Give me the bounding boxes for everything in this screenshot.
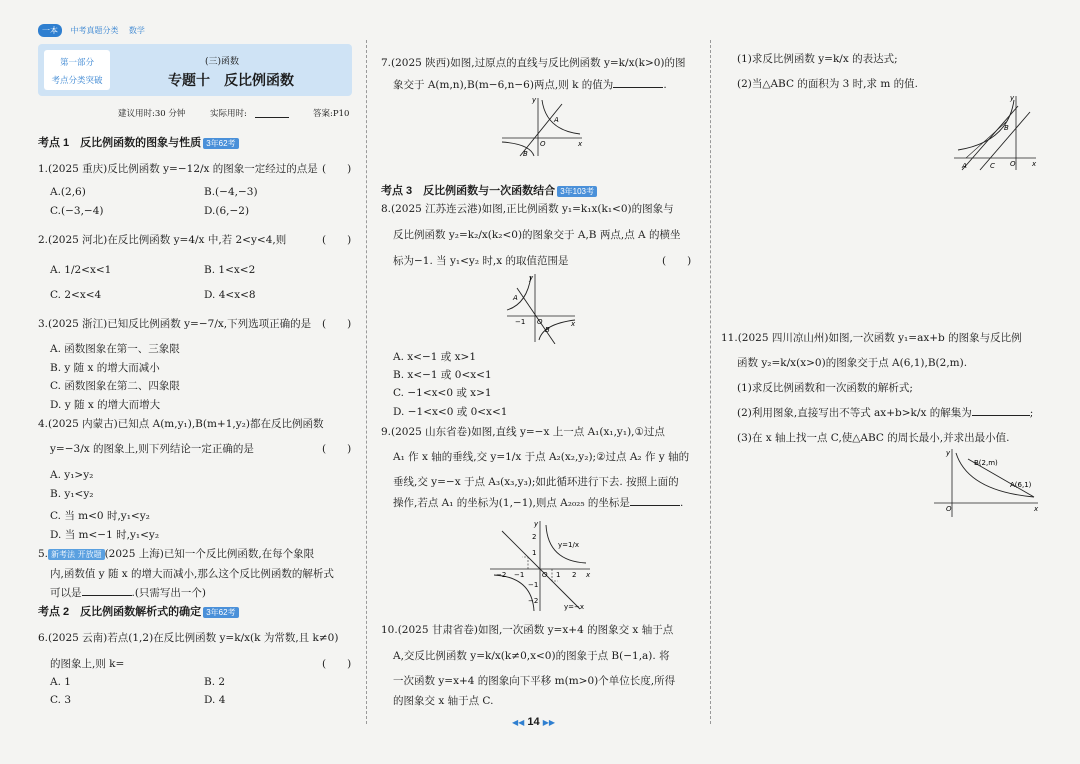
q10-label-y: y bbox=[1010, 94, 1015, 102]
chapter-label: (三)函数 bbox=[205, 57, 240, 67]
q3-stem: 3.(2025 浙江)已知反比例函数 y=−7/x,下列选项正确的是 bbox=[38, 318, 312, 330]
q9-figure bbox=[486, 517, 598, 613]
actual-time-blank[interactable] bbox=[255, 107, 289, 118]
next-arrow-icon: ▶▶ bbox=[542, 718, 555, 727]
q1-stem: 1.(2025 重庆)反比例函数 y=−12/x 的图象一定经过的点是 bbox=[38, 163, 318, 175]
q4-stem-line1: 4.(2025 内蒙古)已知点 A(m,y₁),B(m+1,y₂)都在反比例函数 bbox=[38, 418, 324, 430]
column-divider-2 bbox=[710, 40, 711, 724]
q5-number: 5. bbox=[38, 548, 49, 560]
q8-label-a: A bbox=[513, 294, 518, 302]
column-divider-1 bbox=[366, 40, 367, 724]
q8-option-d[interactable]: D. −1<x<0 或 0<x<1 bbox=[393, 406, 508, 418]
subject-name: 数学 bbox=[128, 26, 145, 35]
q3-option-a[interactable]: A. 函数图象在第一、三象限 bbox=[50, 343, 180, 355]
q8-stem-line3: 标为−1. 当 y₁<y₂ 时,x 的取值范围是 bbox=[393, 255, 569, 267]
q11-label-x: x bbox=[1034, 505, 1039, 513]
q1-answer-paren[interactable]: ( ) bbox=[322, 163, 352, 175]
page-number-value: 14 bbox=[527, 716, 540, 728]
q5-stem-line3 bbox=[50, 585, 206, 600]
q2-option-b[interactable]: B. 1<x<2 bbox=[204, 264, 256, 276]
q7-text2a: 象交于 A(m,n),B(m−6,n−6)两点,则 k 的值为 bbox=[393, 79, 614, 91]
q7-line bbox=[520, 104, 562, 156]
q3-option-c[interactable]: C. 函数图象在第二、四象限 bbox=[50, 380, 180, 392]
q1-option-b[interactable]: B.(−4,−3) bbox=[204, 186, 258, 198]
prev-arrow-icon: ◀◀ bbox=[512, 718, 525, 727]
q8-option-c[interactable]: C. −1<x<0 或 x>1 bbox=[393, 387, 492, 399]
q7-text2b: . bbox=[663, 79, 667, 91]
q10-label-c: C bbox=[990, 162, 995, 170]
q11-answer-blank[interactable] bbox=[972, 405, 1030, 416]
q9-stem-line3: 垂线,交 y=−x 于点 A₃(x₃,y₃);如此循环进行下去. 按照上面的 bbox=[393, 476, 679, 488]
q6-stem-line1: 6.(2025 云南)若点(1,2)在反比例函数 y=k/x(k 为常数,且 k≠0) bbox=[38, 632, 339, 644]
q7-stem-line1: 7.(2025 陕西)如图,过原点的直线与反比例函数 y=k/x(k>0)的图 bbox=[381, 57, 686, 69]
q11-label-y: y bbox=[946, 449, 951, 457]
q5-text3a: 可以是 bbox=[50, 587, 82, 599]
q8-stem-line1: 8.(2025 江苏连云港)如图,正比例函数 y₁=k₁x(k₁<0)的图象与 bbox=[381, 203, 674, 215]
q2-option-d[interactable]: D. 4<x<8 bbox=[204, 289, 256, 301]
q9-tick-x2: −1 bbox=[514, 571, 525, 579]
q5-answer-blank[interactable] bbox=[82, 585, 132, 596]
q2-option-c[interactable]: C. 2<x<4 bbox=[50, 289, 102, 301]
q6-option-d[interactable]: D. 4 bbox=[204, 694, 226, 706]
q2-stem: 2.(2025 河北)在反比例函数 y=4/x 中,若 2<y<4,则 bbox=[38, 234, 287, 246]
section-1-label: 考点 1 反比例函数的图象与性质 bbox=[38, 137, 202, 149]
q1-option-d[interactable]: D.(6,−2) bbox=[204, 205, 250, 217]
q11-label-b: B(2,m) bbox=[974, 459, 998, 467]
q4-answer-paren[interactable]: ( ) bbox=[322, 443, 352, 455]
q10-label-a: A bbox=[962, 162, 967, 170]
q9-tick-x1: −2 bbox=[496, 571, 507, 579]
q8-label-o: O bbox=[537, 318, 543, 326]
q9-stem-line2: A₁ 作 x 轴的垂线,交 y=1/x 于点 A₂(x₂,y₂);②过点 A₂ 作 y 轴的 bbox=[393, 451, 690, 463]
section-1-badge: 3年62考 bbox=[203, 138, 238, 149]
q8-option-b[interactable]: B. x<−1 或 0<x<1 bbox=[393, 369, 492, 381]
q9-answer-blank[interactable] bbox=[630, 495, 680, 506]
q6-option-a[interactable]: A. 1 bbox=[50, 676, 71, 688]
q2-option-a[interactable]: A. 1/2<x<1 bbox=[50, 264, 112, 276]
q9-text4b: . bbox=[679, 497, 684, 509]
q9-label-y: y bbox=[534, 520, 539, 528]
q6-option-b[interactable]: B. 2 bbox=[204, 676, 226, 688]
q8-label-y: y bbox=[529, 274, 534, 282]
q7-label-o: O bbox=[540, 140, 546, 148]
q10-stem-line4: 的图象交 x 轴于点 C. bbox=[393, 695, 494, 707]
q10-figure bbox=[952, 92, 1044, 172]
q7-label-y: y bbox=[532, 96, 537, 104]
q9-label-f2: y=−x bbox=[564, 603, 585, 611]
q8-stem-line2: 反比例函数 y₂=k₂/x(k₂<0)的图象交于 A,B 两点,点 A 的横坐 bbox=[393, 229, 681, 241]
answer-page: 答案:P10 bbox=[313, 109, 350, 119]
q9-tick-y2: 1 bbox=[532, 549, 537, 557]
q8-curve-1 bbox=[507, 276, 531, 310]
q8-answer-paren[interactable]: ( ) bbox=[662, 255, 692, 267]
q9-stem-line4 bbox=[393, 495, 683, 510]
q8-label-minus1: −1 bbox=[515, 318, 526, 326]
q11-sub1: (1)求反比例函数和一次函数的解析式; bbox=[737, 382, 913, 394]
section-heading-1 bbox=[38, 134, 239, 150]
section-2-label: 考点 2 反比例函数解析式的确定 bbox=[38, 606, 202, 618]
q6-stem-line2: 的图象上,则 k= bbox=[50, 658, 125, 670]
q10-segment bbox=[966, 122, 1006, 158]
q3-answer-paren[interactable]: ( ) bbox=[322, 318, 352, 330]
q9-label-x: x bbox=[586, 571, 591, 579]
q11-text2b: ; bbox=[1029, 407, 1034, 419]
q1-option-a[interactable]: A.(2,6) bbox=[50, 186, 86, 198]
q11-sub3: (3)在 x 轴上找一点 C,使△ABC 的周长最小,并求出最小值. bbox=[737, 432, 1010, 444]
page-number bbox=[512, 716, 555, 728]
q10-label-x: x bbox=[1032, 160, 1037, 168]
q8-label-x: x bbox=[571, 320, 576, 328]
q10-stem-line2: A,交反比例函数 y=k/x(k≠0,x<0)的图象于点 B(−1,a). 将 bbox=[393, 650, 670, 662]
section-2-badge: 3年62考 bbox=[203, 607, 238, 618]
q8-label-b: B bbox=[545, 326, 550, 334]
q7-answer-blank[interactable] bbox=[613, 77, 663, 88]
q9-tick-x3: 1 bbox=[556, 571, 561, 579]
q10-label-o: O bbox=[1010, 160, 1016, 168]
section-heading-3 bbox=[381, 182, 597, 198]
q7-label-a: A bbox=[554, 116, 559, 124]
part-title: 第一部分 bbox=[59, 57, 94, 67]
part-label bbox=[44, 50, 110, 90]
suggested-time: 建议用时:30 分钟 bbox=[118, 109, 186, 119]
section-heading-2 bbox=[38, 603, 239, 619]
q10-stem-line3: 一次函数 y=x+4 的图象向下平移 m(m>0)个单位长度,所得 bbox=[393, 675, 676, 687]
q3-option-b[interactable]: B. y 随 x 的增大而减小 bbox=[50, 362, 160, 374]
q9-tick-y4: −2 bbox=[528, 597, 539, 605]
q9-tick-y3: −1 bbox=[528, 581, 539, 589]
q11-label-o: O bbox=[946, 505, 952, 513]
q11-sub2 bbox=[737, 405, 1033, 420]
q9-label-o: O bbox=[542, 571, 548, 579]
q10-sub2: (2)当△ABC 的面积为 3 时,求 m 的值. bbox=[737, 78, 918, 90]
q9-tick-y1: 2 bbox=[532, 533, 537, 541]
series-name: 中考真题分类 bbox=[70, 26, 119, 35]
q4-option-b[interactable]: B. y₁<y₂ bbox=[50, 488, 94, 500]
q11-stem-line2: 函数 y₂=k/x(x>0)的图象交于点 A(6,1),B(2,m). bbox=[737, 357, 968, 369]
topic-title: 专题十 反比例函数 bbox=[168, 72, 294, 88]
q8-figure bbox=[505, 272, 581, 344]
q2-answer-paren[interactable]: ( ) bbox=[322, 234, 352, 246]
series-logo: 一本 bbox=[38, 24, 62, 37]
q4-option-d[interactable]: D. 当 m<−1 时,y₁<y₂ bbox=[50, 529, 160, 541]
q5-tag: 新考法 开放题 bbox=[48, 549, 105, 560]
q4-option-a[interactable]: A. y₁>y₂ bbox=[50, 469, 94, 481]
section-3-label: 考点 3 反比例函数与一次函数结合 bbox=[381, 185, 556, 197]
q9-label-f1: y=1/x bbox=[558, 541, 579, 549]
q11-label-a: A(6,1) bbox=[1010, 481, 1032, 489]
q5-stem-line1 bbox=[38, 546, 314, 561]
q5-stem-line2: 内,函数值 y 随 x 的增大而减小,那么这个反比例函数的解析式 bbox=[50, 568, 334, 580]
q1-option-c[interactable]: C.(−3,−4) bbox=[50, 205, 104, 217]
q6-option-c[interactable]: C. 3 bbox=[50, 694, 72, 706]
q5-text1: (2025 上海)已知一个反比例函数,在每个象限 bbox=[104, 548, 315, 560]
q4-stem-line2: y=−3/x 的图象上,则下列结论一定正确的是 bbox=[50, 443, 254, 455]
q7-label-x: x bbox=[578, 140, 583, 148]
q11-stem-line1: 11.(2025 四川凉山州)如图,一次函数 y₁=ax+b 的图象与反比例 bbox=[721, 332, 1022, 344]
section-3-badge: 3年103考 bbox=[557, 186, 597, 197]
q7-stem-line2 bbox=[393, 77, 667, 92]
q11-figure bbox=[930, 447, 1042, 519]
q8-option-a[interactable]: A. x<−1 或 x>1 bbox=[393, 351, 477, 363]
q4-option-c[interactable]: C. 当 m<0 时,y₁<y₂ bbox=[50, 510, 150, 522]
q9-stem-line1: 9.(2025 山东省卷)如图,直线 y=−x 上一点 A₁(x₁,y₁),①过点 bbox=[381, 426, 665, 438]
q11-text2a: (2)利用图象,直接写出不等式 ax+b>k/x 的解集为 bbox=[737, 407, 972, 419]
q5-text3b: .(只需写出一个) bbox=[131, 587, 207, 599]
part-subtitle: 考点分类突破 bbox=[51, 75, 103, 85]
q10-label-b: B bbox=[1004, 124, 1009, 132]
q6-answer-paren[interactable]: ( ) bbox=[322, 658, 352, 670]
q7-label-b: B bbox=[523, 150, 528, 158]
q9-tick-x4: 2 bbox=[572, 571, 577, 579]
top-bar bbox=[38, 20, 145, 34]
q10-sub1: (1)求反比例函数 y=k/x 的表达式; bbox=[737, 53, 898, 65]
q7-figure bbox=[498, 94, 588, 160]
q10-stem-line1: 10.(2025 甘肃省卷)如图,一次函数 y=x+4 的图象交 x 轴于点 bbox=[381, 624, 674, 636]
q9-text4a: 操作,若点 A₁ 的坐标为(1,−1),则点 A₂₀₂₅ 的坐标是 bbox=[393, 497, 630, 509]
q3-option-d[interactable]: D. y 随 x 的增大而增大 bbox=[50, 399, 161, 411]
actual-time-label: 实际用时: bbox=[210, 109, 247, 119]
